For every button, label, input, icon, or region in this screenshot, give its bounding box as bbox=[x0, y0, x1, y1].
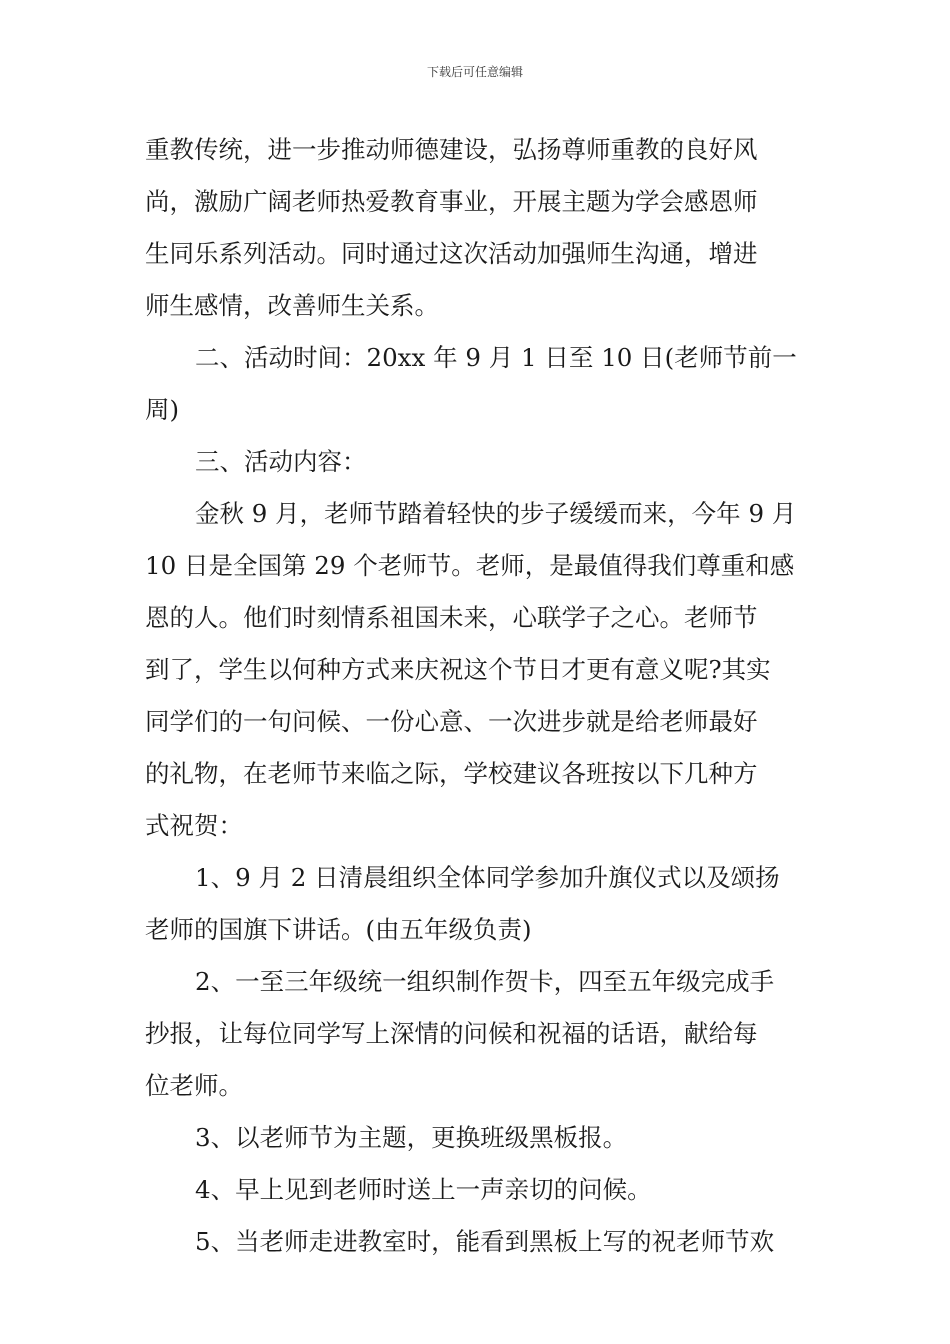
text-line-2: 尚，激励广阔老师热爱教育事业，开展主题为学会感恩师 bbox=[145, 187, 758, 216]
text-line-16: 老师的国旗下讲话。(由五年级负责) bbox=[145, 915, 532, 944]
text-line-8: 金秋 9 月，老师节踏着轻快的步子缓缓而来，今年 9 月 bbox=[195, 499, 797, 528]
text-line-3: 生同乐系列活动。同时通过这次活动加强师生沟通，增进 bbox=[145, 239, 758, 268]
text-line-18: 抄报，让每位同学写上深情的问候和祝福的话语，献给每 bbox=[145, 1019, 758, 1048]
text-line-13: 的礼物，在老师节来临之际，学校建议各班按以下几种方 bbox=[145, 759, 758, 788]
list-item-3: 3、以老师节为主题，更换班级黑板报。 bbox=[195, 1123, 628, 1152]
text-line-12: 同学们的一句问候、一份心意、一次进步就是给老师最好 bbox=[145, 707, 758, 736]
text-line-9: 10 日是全国第 29 个老师节。老师，是最值得我们尊重和感 bbox=[145, 551, 795, 580]
text-line-10: 恩的人。他们时刻情系祖国未来，心联学子之心。老师节 bbox=[145, 603, 758, 632]
section-heading-activity-time: 二、活动时间：20xx 年 9 月 1 日至 10 日(老师节前一 bbox=[195, 343, 797, 372]
document-body bbox=[145, 124, 810, 1268]
text-line-19: 位老师。 bbox=[145, 1071, 243, 1100]
text-line-14: 式祝贺： bbox=[145, 811, 243, 840]
list-item-4: 4、早上见到老师时送上一声亲切的问候。 bbox=[195, 1175, 652, 1204]
list-item-2: 2、一至三年级统一组织制作贺卡，四至五年级完成手 bbox=[195, 967, 775, 996]
list-item-5: 5、当老师走进教室时，能看到黑板上写的祝老师节欢 bbox=[195, 1227, 775, 1256]
section-heading-activity-content: 三、活动内容： bbox=[195, 447, 367, 476]
text-line-11: 到了，学生以何种方式来庆祝这个节日才更有意义呢?其实 bbox=[145, 655, 771, 684]
text-line-4: 师生感情，改善师生关系。 bbox=[145, 291, 439, 320]
text-line-6: 周) bbox=[145, 395, 180, 424]
page-header: 下载后可任意编辑 bbox=[426, 65, 523, 79]
text-line-1: 重教传统，进一步推动师德建设，弘扬尊师重教的良好风 bbox=[145, 135, 758, 164]
list-item-1: 1、9 月 2 日清晨组织全体同学参加升旗仪式以及颂扬 bbox=[195, 863, 780, 892]
